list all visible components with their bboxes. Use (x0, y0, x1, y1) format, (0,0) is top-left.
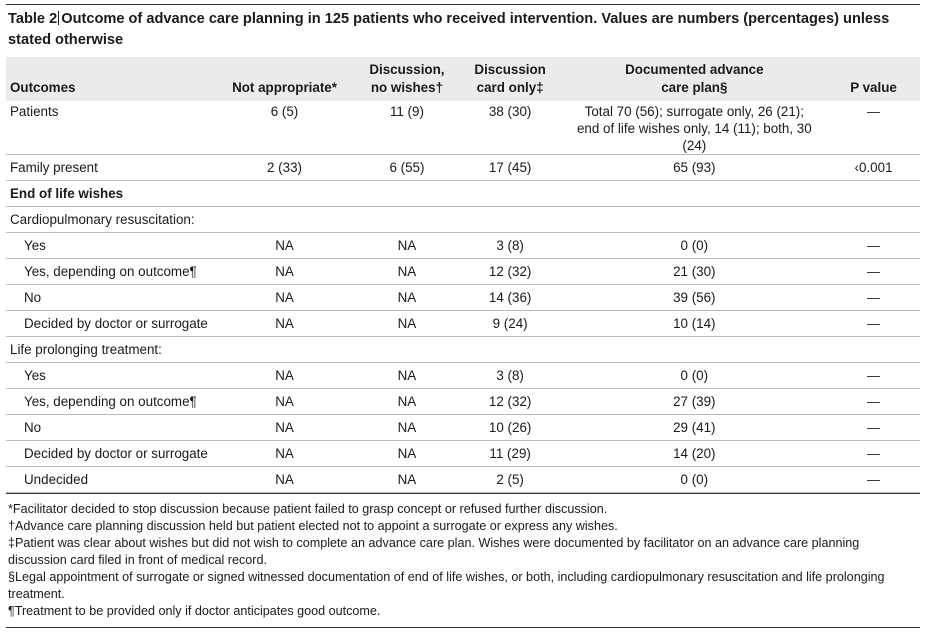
cell-p-value: — (827, 363, 920, 389)
cell-not-appropriate: NA (214, 467, 355, 493)
cell-p-value: ‹0.001 (827, 155, 920, 181)
subsection-heading: Cardiopulmonary resuscitation: (6, 207, 920, 233)
cell-documented (562, 101, 827, 155)
table-figure (6, 4, 920, 628)
cell-not-appropriate: NA (214, 311, 355, 337)
table-row (6, 259, 920, 285)
caption-divider (58, 11, 59, 25)
cell-discussion-card: 12 (32) (459, 259, 562, 285)
row-label: Patients (6, 101, 214, 155)
cell-discussion-no-wishes: NA (355, 285, 459, 311)
cell-discussion-card: 2 (5) (459, 467, 562, 493)
cell-discussion-card: 3 (8) (459, 233, 562, 259)
table-row (6, 441, 920, 467)
row-label: Decided by doctor or surrogate (6, 441, 214, 467)
cell-p-value: — (827, 259, 920, 285)
footnote: §Legal appointment of surrogate or signed witnessed documentation of end of life wishes, or both, including cardiopulmonary resuscitation and life prolonging treatment. (8, 570, 885, 601)
cell-discussion-card: 11 (29) (459, 441, 562, 467)
cell-discussion-no-wishes: NA (355, 259, 459, 285)
row-label: Decided by doctor or surrogate (6, 311, 214, 337)
cell-discussion-no-wishes: NA (355, 233, 459, 259)
cell-discussion-card: 17 (45) (459, 155, 562, 181)
cell-p-value: — (827, 389, 920, 415)
col-documented-line2: care plan§ (661, 80, 728, 95)
table-row (6, 363, 920, 389)
row-label: Family present (6, 155, 214, 181)
cell-documented: 21 (30) (562, 259, 827, 285)
cell-p-value: — (827, 441, 920, 467)
cell-p-value: — (827, 467, 920, 493)
cell-discussion-card: 12 (32) (459, 389, 562, 415)
cell-not-appropriate: 6 (5) (214, 101, 355, 155)
cell-documented: 29 (41) (562, 415, 827, 441)
cell-not-appropriate: NA (214, 285, 355, 311)
subsection-heading: Life prolonging treatment: (6, 337, 920, 363)
table-row (6, 311, 920, 337)
cell-p-value: — (827, 285, 920, 311)
footnote: ¶Treatment to be provided only if doctor anticipates good outcome. (8, 604, 381, 618)
cell-documented: 27 (39) (562, 389, 827, 415)
cell-discussion-card: 10 (26) (459, 415, 562, 441)
row-label: Yes, depending on outcome¶ (6, 259, 214, 285)
cell-documented-line1: Total 70 (56); surrogate only, 26 (21); (584, 104, 804, 119)
row-label: Undecided (6, 467, 214, 493)
cell-p-value: — (827, 415, 920, 441)
col-discussion-no-wishes-line1: Discussion, (369, 62, 445, 77)
row-label: No (6, 415, 214, 441)
outcome-table (6, 57, 920, 493)
cell-discussion-no-wishes: 6 (55) (355, 155, 459, 181)
col-discussion-no-wishes (355, 57, 459, 101)
cell-not-appropriate: NA (214, 389, 355, 415)
footnote: *Facilitator decided to stop discussion because patient failed to grasp concept or refused further discussion. (8, 502, 608, 516)
cell-discussion-no-wishes: NA (355, 441, 459, 467)
table-title: Outcome of advance care planning in 125 patients who received intervention. Values are numbers (percentages) unless stated otherwise (8, 11, 890, 48)
col-documented-plan (562, 57, 827, 101)
cell-discussion-card: 3 (8) (459, 363, 562, 389)
footnote: ‡Patient was clear about wishes but did not wish to complete an advance care plan. Wishes were documented by facilitator on an advance care planning discussion card filed in front of medical record. (8, 536, 860, 567)
row-eol-heading (6, 181, 920, 207)
col-not-appropriate: Not appropriate* (232, 80, 337, 95)
table-footnotes (6, 493, 920, 628)
cell-documented: 39 (56) (562, 285, 827, 311)
col-p-value: P value (850, 80, 897, 95)
cell-discussion-card: 9 (24) (459, 311, 562, 337)
cell-discussion-no-wishes: NA (355, 311, 459, 337)
table-row (6, 285, 920, 311)
table-label: Table 2 (8, 11, 58, 27)
cell-discussion-no-wishes: NA (355, 389, 459, 415)
row-label: Yes (6, 233, 214, 259)
row-label: Yes (6, 363, 214, 389)
row-label: Yes, depending on outcome¶ (6, 389, 214, 415)
cell-discussion-no-wishes: NA (355, 467, 459, 493)
row-patients (6, 101, 920, 155)
cell-not-appropriate: NA (214, 259, 355, 285)
cell-documented: 0 (0) (562, 363, 827, 389)
cell-documented-line2: end of life wishes only, 14 (11); both, 30 (24) (576, 121, 812, 153)
cell-not-appropriate: NA (214, 441, 355, 467)
cell-discussion-no-wishes: NA (355, 363, 459, 389)
cell-documented: 65 (93) (562, 155, 827, 181)
table-row (6, 389, 920, 415)
cell-discussion-no-wishes: 11 (9) (355, 101, 459, 155)
header-row (6, 57, 920, 101)
cell-not-appropriate: NA (214, 233, 355, 259)
col-documented-line1: Documented advance (625, 62, 764, 77)
row-cpr-heading (6, 207, 920, 233)
row-family-present (6, 155, 920, 181)
col-outcomes: Outcomes (10, 80, 76, 95)
table-row (6, 467, 920, 493)
col-discussion-card-line2: card only‡ (476, 80, 544, 95)
cell-p-value: — (827, 101, 920, 155)
cell-discussion-card: 38 (30) (459, 101, 562, 155)
cell-p-value: — (827, 311, 920, 337)
cell-p-value: — (827, 233, 920, 259)
row-label: No (6, 285, 214, 311)
col-discussion-no-wishes-line2: no wishes† (370, 80, 444, 95)
cell-not-appropriate: 2 (33) (214, 155, 355, 181)
cpr-rows (6, 233, 920, 337)
section-heading: End of life wishes (6, 181, 920, 207)
col-discussion-card-line1: Discussion (474, 62, 546, 77)
lpt-rows (6, 363, 920, 493)
cell-not-appropriate: NA (214, 415, 355, 441)
footnote: †Advance care planning discussion held but patient elected not to appoint a surrogate or express any wishes. (8, 519, 618, 533)
table-row (6, 415, 920, 441)
cell-documented: 14 (20) (562, 441, 827, 467)
table-row (6, 233, 920, 259)
cell-discussion-card: 14 (36) (459, 285, 562, 311)
cell-documented: 0 (0) (562, 233, 827, 259)
cell-documented: 0 (0) (562, 467, 827, 493)
cell-documented: 10 (14) (562, 311, 827, 337)
col-discussion-card (459, 57, 562, 101)
cell-not-appropriate: NA (214, 363, 355, 389)
cell-discussion-no-wishes: NA (355, 415, 459, 441)
row-lpt-heading (6, 337, 920, 363)
table-caption (6, 4, 920, 57)
